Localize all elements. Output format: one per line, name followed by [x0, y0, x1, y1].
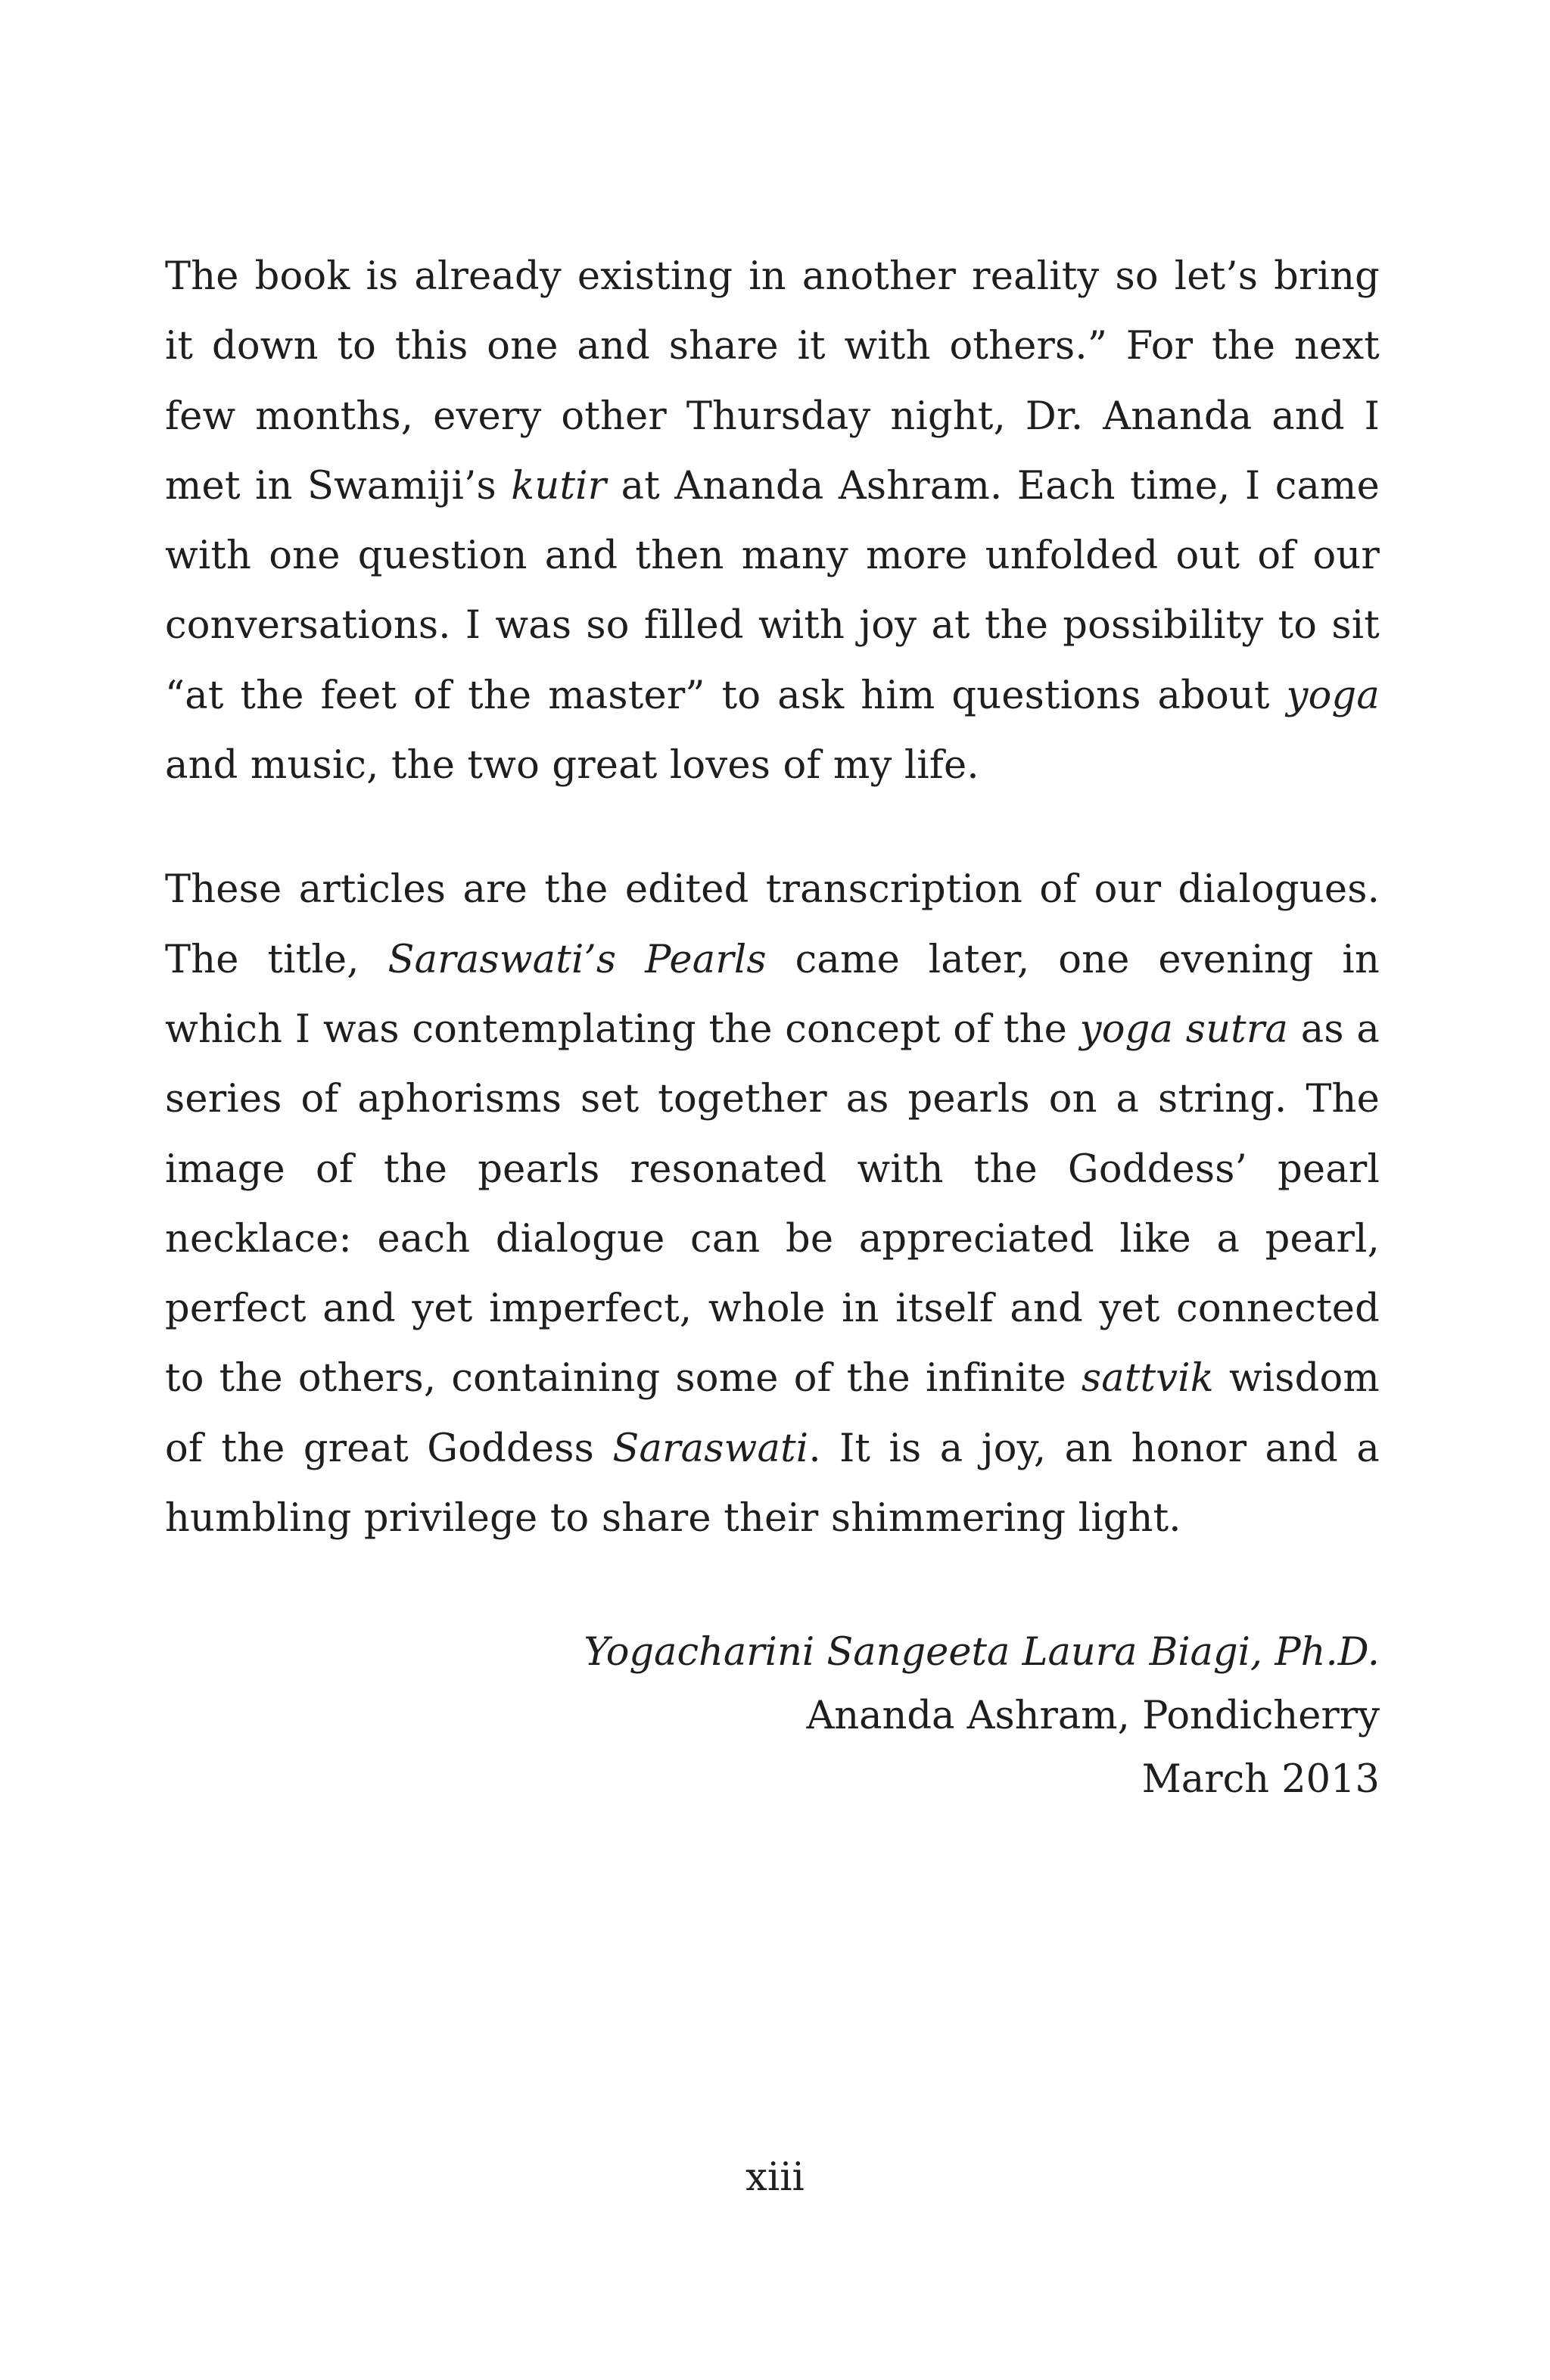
paragraph-1: [165, 242, 1380, 801]
paragraph-2-run-5: as a series of aphorisms set together as pearls on a string. The image of the pearls resonated with the Goddess’ pearl necklace: each dialogue can be appreciated like a pearl, perfect and yet imperfect, whole in itself and yet connected to the others, containing some of the infinite: [165, 1006, 1380, 1402]
paragraph-2-run-6-italic: sattvik: [1081, 1356, 1214, 1402]
paragraph-1-run-3: at Ananda Ashram. Each time, I came with one question and then many more unfolded out of our conversations. I was so filled with joy at the possibility to sit “at the feet of the master” to ask him questions about: [165, 463, 1380, 718]
paragraph-1-run-2-italic: kutir: [511, 463, 607, 509]
paragraph-2-run-9: . It is a joy, an honor and a humbling privilege to share their shimmering light.: [165, 1426, 1380, 1542]
paragraph-2-run-2-italic: Saraswati’s Pearls: [388, 937, 767, 982]
paragraph-2: [165, 855, 1380, 1554]
paragraph-2-run-3: came later, one evening in which I was contemplating the concept of the: [165, 937, 1380, 1052]
signature-place: Ananda Ashram, Pondicherry: [806, 1694, 1380, 1738]
paragraph-2-run-8-italic: Saraswati: [612, 1426, 809, 1471]
paragraph-1-run-1: The book is already existing in another reality so let’s bring it down to this one and share it with others.” For the next few months, every other Thursday night, Dr. Ananda and I met in Swamiji’s: [165, 254, 1380, 509]
paragraph-2-run-7: wisdom of the great Goddess: [165, 1356, 1380, 1471]
paragraph-2-run-1: These articles are the edited transcription of our dialogues. The title,: [165, 867, 1380, 982]
signature-block: [584, 1621, 1380, 1812]
paragraph-1-run-5: and music, the two great loves of my life.: [165, 743, 979, 789]
page-number: xiii: [745, 2155, 805, 2200]
signature-date: March 2013: [1141, 1757, 1380, 1802]
paragraph-2-run-4-italic: yoga sutra: [1079, 1006, 1289, 1052]
paragraph-1-run-4-italic: yoga: [1286, 673, 1380, 718]
signature-author: Yogacharini Sangeeta Laura Biagi, Ph.D.: [584, 1630, 1380, 1675]
page-body: [165, 242, 1380, 1554]
